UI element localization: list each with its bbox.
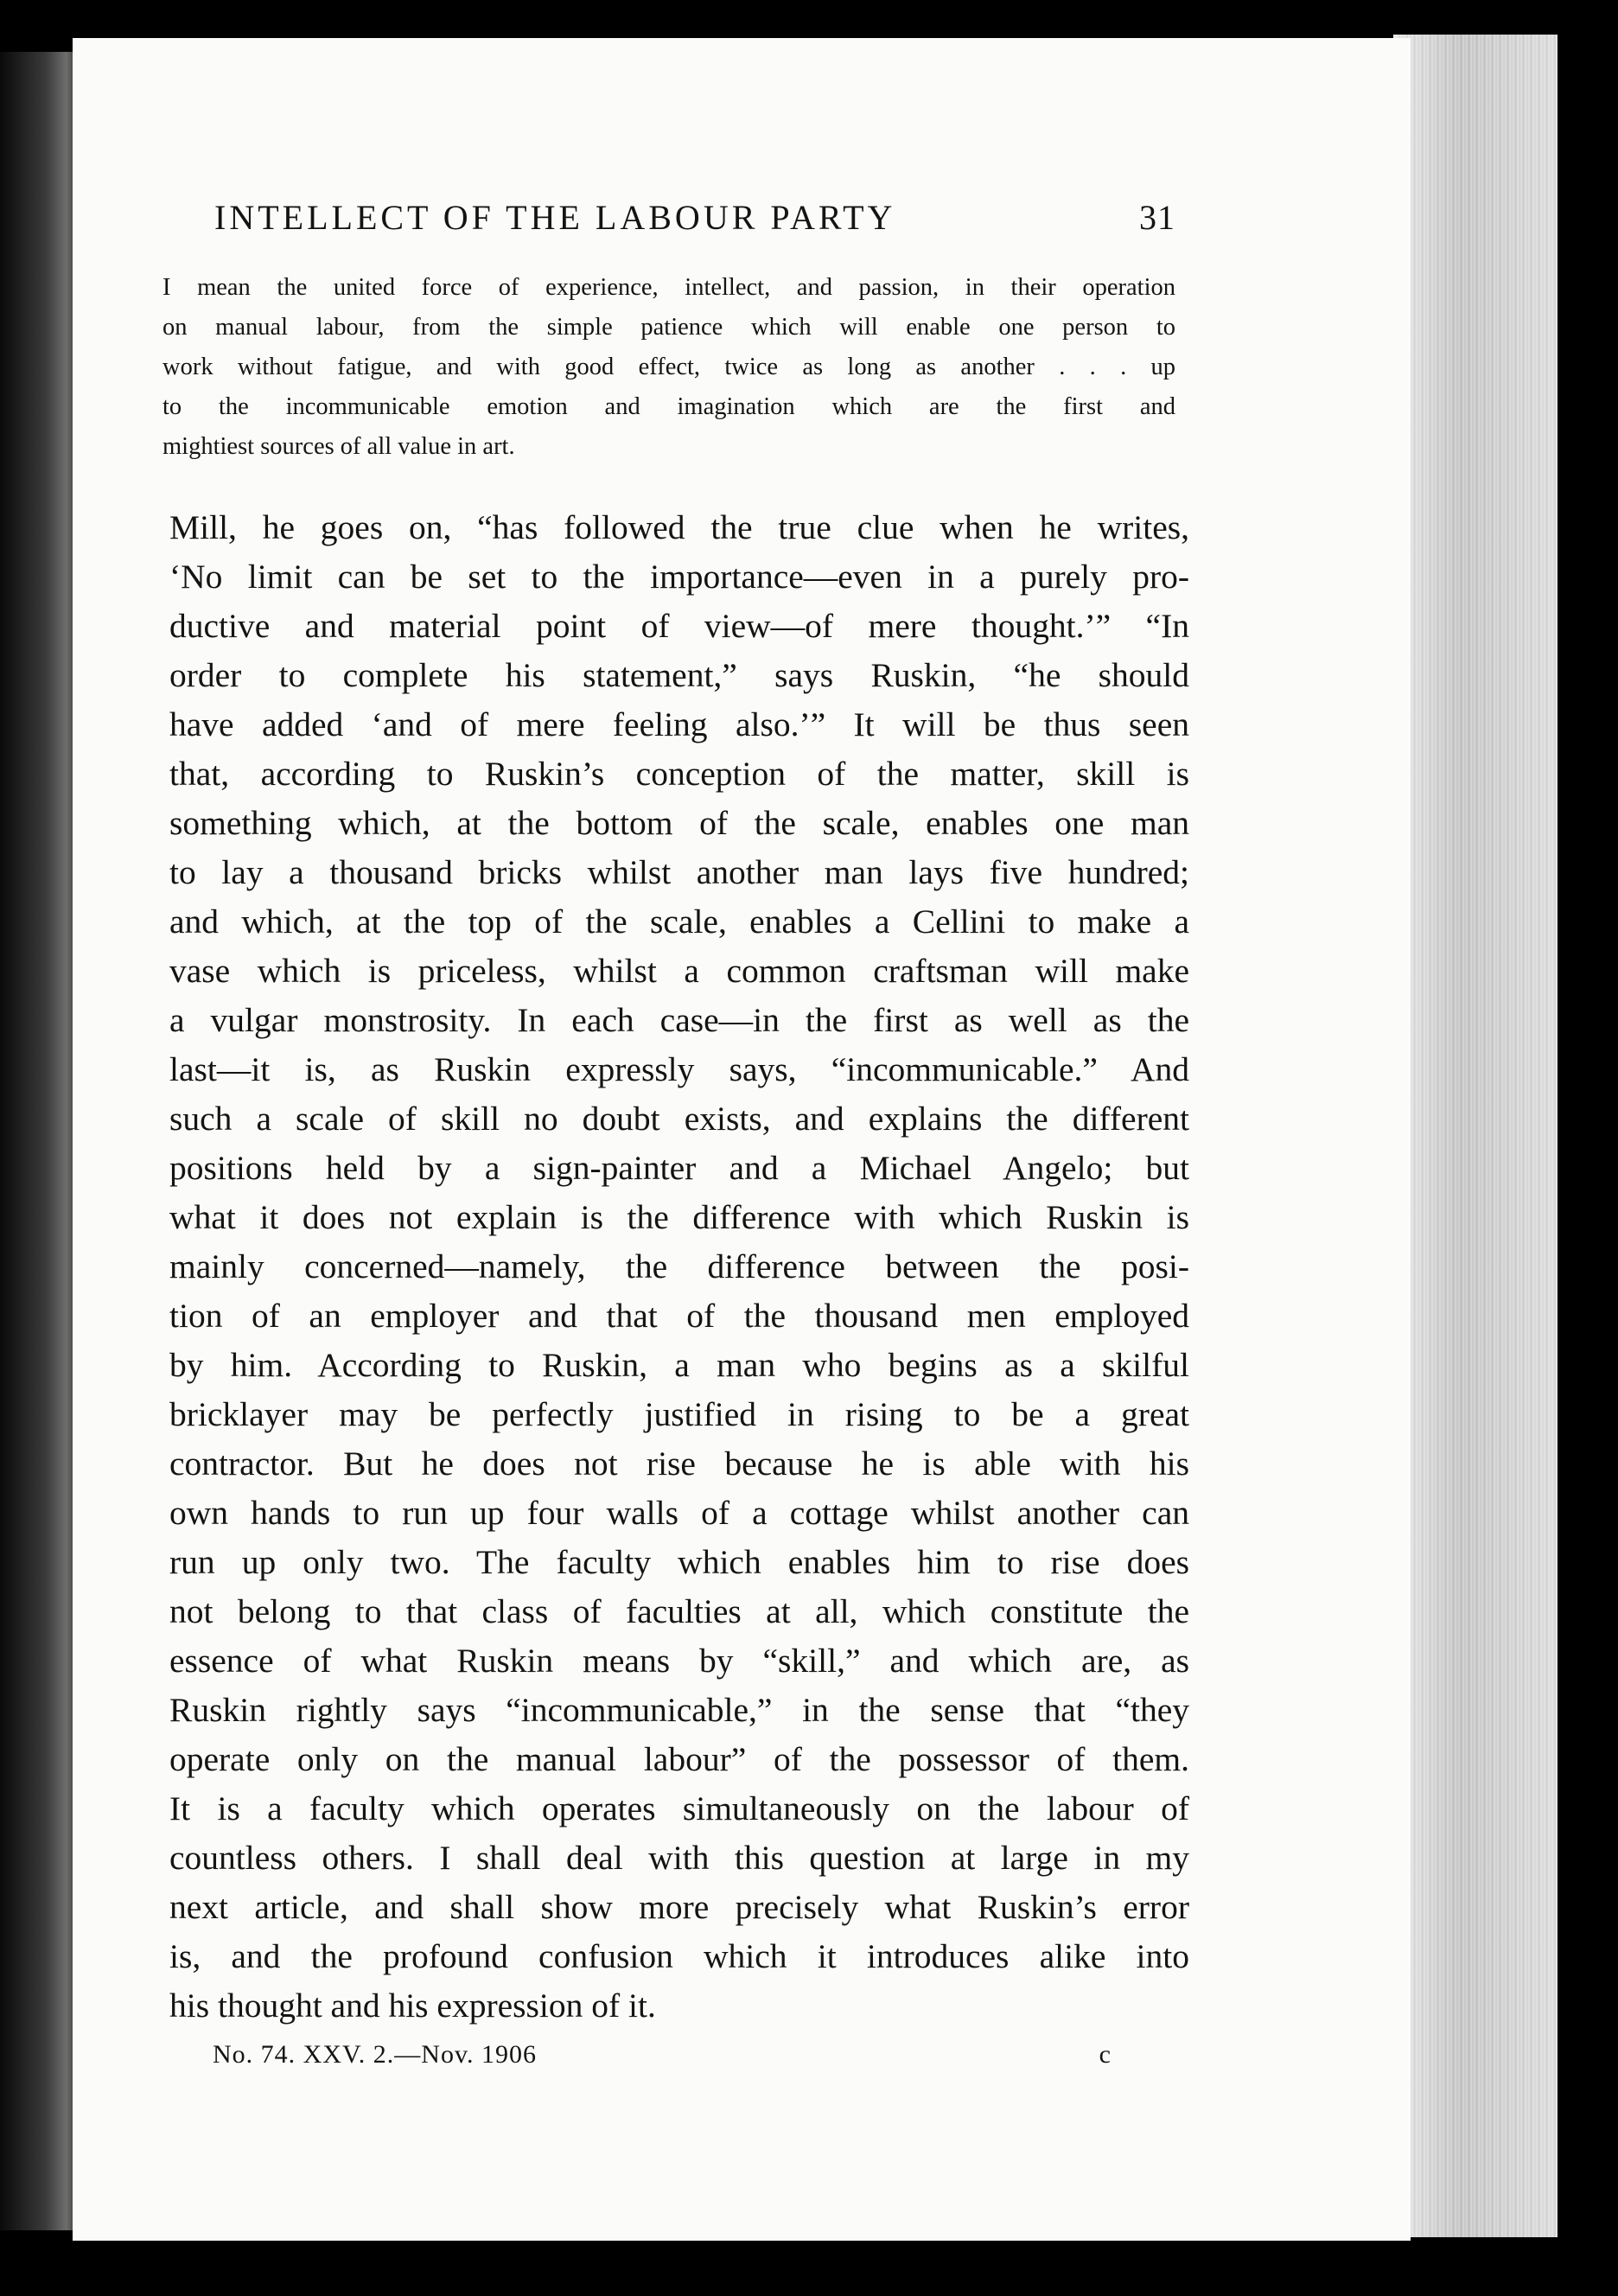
body-line: own hands to run up four walls of a cottage whilst another can	[169, 1494, 1189, 1532]
body-line: vase which is priceless, whilst a common craftsman will make	[169, 952, 1189, 990]
body-line: contractor. But he does not rise because he is able with his	[169, 1445, 1189, 1483]
body-line: not belong to that class of faculties at all, which constitute the	[169, 1592, 1189, 1630]
body-line: that, according to Ruskin’s conception of the matter, skill is	[169, 755, 1189, 793]
body-line: It is a faculty which operates simultaneously on the labour of	[169, 1789, 1189, 1827]
body-line: what it does not explain is the difference with which Ruskin is	[169, 1198, 1189, 1236]
body-line: operate only on the manual labour” of the possessor of them.	[169, 1740, 1189, 1778]
body-line: by him. According to Ruskin, a man who begins as a skilful	[169, 1346, 1189, 1384]
body-paragraph	[169, 503, 1189, 2031]
quote-line: I mean the united force of experience, intellect, and passion, in their operation	[162, 274, 1175, 301]
body-line: his thought and his expression of it.	[169, 1987, 656, 2025]
page-number: 31	[1139, 198, 1175, 237]
body-line: countless others. I shall deal with this question at large in my	[169, 1839, 1189, 1877]
body-line: positions held by a sign-painter and a Michael Angelo; but	[169, 1149, 1189, 1187]
signature-mark: c	[1099, 2040, 1112, 2069]
body-line: next article, and shall show more precisely what Ruskin’s error	[169, 1888, 1189, 1926]
body-line: something which, at the bottom of the scale, enables one man	[169, 804, 1189, 842]
body-line: Mill, he goes on, “has followed the true clue when he writes,	[169, 508, 1189, 546]
body-line: have added ‘and of mere feeling also.’” It will be thus seen	[169, 705, 1189, 743]
body-line: mainly concerned—namely, the difference between the posi-	[169, 1247, 1189, 1285]
body-line: order to complete his statement,” says Ruskin, “he should	[169, 656, 1189, 694]
body-line: run up only two. The faculty which enables him to rise does	[169, 1543, 1189, 1581]
body-line: bricklayer may be perfectly justified in rising to be a great	[169, 1395, 1189, 1433]
issue-line: No. 74. XXV. 2.—Nov. 1906	[213, 2040, 538, 2069]
quote-line: work without fatigue, and with good effect, twice as long as another . . . up	[162, 354, 1175, 380]
body-line: such a scale of skill no doubt exists, and explains the different	[169, 1100, 1189, 1138]
quote-line: to the incommunicable emotion and imagination which are the first and	[162, 393, 1175, 420]
body-line: to lay a thousand bricks whilst another man lays five hundred;	[169, 853, 1189, 891]
body-line: essence of what Ruskin means by “skill,” and which are, as	[169, 1642, 1189, 1680]
body-line: is, and the profound confusion which it introduces alike into	[169, 1937, 1189, 1975]
footer-signature	[213, 2040, 1112, 2080]
body-line: ductive and material point of view—of mere thought.’” “In	[169, 607, 1189, 645]
left-page-edge	[0, 52, 83, 2230]
body-line: and which, at the top of the scale, enables a Cellini to make a	[169, 902, 1189, 941]
running-head	[214, 197, 1175, 249]
body-line: a vulgar monstrosity. In each case—in the first as well as the	[169, 1001, 1189, 1039]
quote-line: mightiest sources of all value in art.	[162, 433, 515, 460]
body-line: ‘No limit can be set to the importance—even in a purely pro-	[169, 558, 1189, 596]
block-quote	[162, 268, 1175, 467]
body-line: last—it is, as Ruskin expressly says, “incommunicable.” And	[169, 1050, 1189, 1088]
running-head-title: INTELLECT OF THE LABOUR PARTY	[214, 198, 896, 237]
body-line: Ruskin rightly says “incommunicable,” in the sense that “they	[169, 1691, 1189, 1729]
quote-line: on manual labour, from the simple patience which will enable one person to	[162, 314, 1175, 341]
page-stack-shade	[1393, 35, 1557, 2237]
body-line: tion of an employer and that of the thousand men employed	[169, 1297, 1189, 1335]
